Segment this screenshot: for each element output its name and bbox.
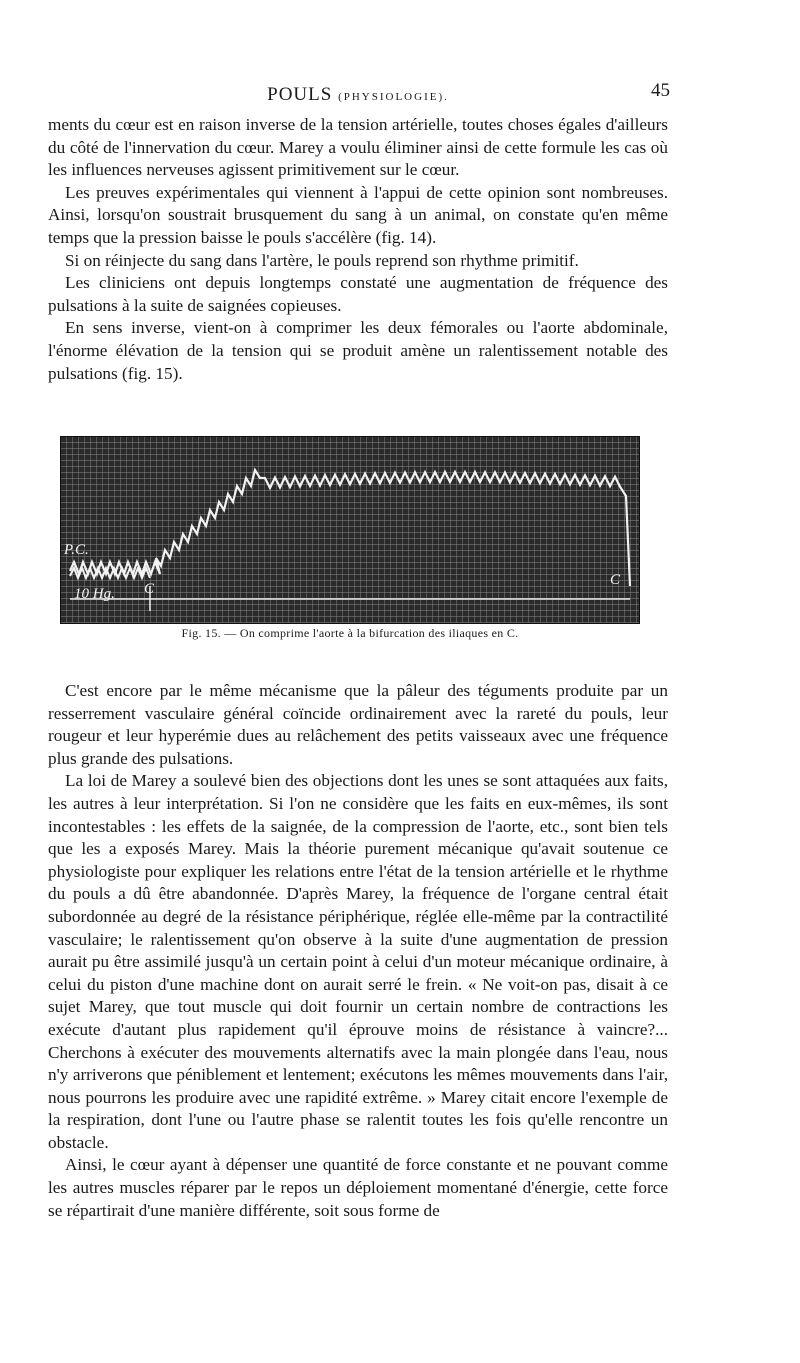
- paragraph: En sens inverse, vient-on à comprimer les deux fémorales ou l'aorte abdominale, l'énorme élévation de la tension qui se produit amène un ralentissement notable des pulsations (fig. 15).: [48, 318, 668, 383]
- paragraph: Si on réinjecte du sang dans l'artère, le pouls reprend son rhythme primitif.: [65, 250, 579, 270]
- top-text-block: [48, 114, 668, 385]
- running-head-title: POULS: [267, 84, 333, 105]
- caption-prefix: Fig. 15.: [181, 626, 221, 640]
- bottom-text-block: [48, 680, 668, 1222]
- page-header: [48, 80, 670, 110]
- figure-caption: [60, 626, 640, 641]
- label-c: C: [144, 581, 155, 597]
- caption-text: — On comprime l'aorte à la bifurcation des iliaques en C.: [224, 626, 519, 640]
- paragraph: C'est encore par le même mécanisme que la pâleur des téguments produite par un resserrement vasculaire général coïncide ordinairement avec la rareté du pouls, leur rougeur et leur hyperémie dues au relâchement des petits vaisseaux avec une fréquence plus grande des pulsations.: [48, 681, 668, 768]
- page-number: 45: [651, 80, 670, 101]
- running-head-subtitle: (PHYSIOLOGIE).: [338, 91, 449, 103]
- paragraph: Les preuves expérimentales qui viennent à l'appui de cette opinion sont nombreuses. Ainsi, lorsqu'on soustrait brusquement du sang à un animal, on constate qu'en même temps que la pression baisse le pouls s'accélère (fig. 14).: [48, 182, 668, 247]
- label-c-end: C: [610, 572, 621, 588]
- pulse-tracing-image: [60, 436, 640, 624]
- running-head: [48, 84, 668, 106]
- paragraph: La loi de Marey a soulevé bien des objections dont les unes se sont attaquées aux faits, les autres à leur interprétation. Si l'on ne considère que les faits en eux-mêmes, ils sont incontestables : les effets de la saignée, de la compression de l'aorte, etc., sont bien tels que les a exposés Marey. Mais la théorie purement mécanique qu'avait soutenue ce physiologiste pour expliquer les relations entre l'état de la tension artérielle et le rhythme du pouls a dû être abandonnée. D'après Marey, la fréquence de l'organe central était subordonnée au degré de la résistance périphérique, réglée elle-même par la contractilité vasculaire; le ralentissement qu'on observe à la suite d'une augmentation de pression aurait pu être assimilé jusqu'à un certain point à celui d'un moteur mécanique ordinaire, à celui du piston d'une machine dont on aurait serré le frein. « Ne voit-on pas, disait à ce sujet Marey, que tout muscle qui doit fournir un certain nombre de contractions les exécute d'autant plus rapidement qu'il éprouve moins de résistance à vaincre?... Cherchons à exécuter des mouvements alternatifs avec la main plongée dans l'eau, nous n'y arriverons que péniblement et lentement; exécutons les mêmes mouvements dans l'air, nous pourrons les produire avec une rapidité extrême. » Marey citait encore l'exemple de la respiration, dont l'une ou l'autre phase se ralentit toutes les fois qu'elle rencontre un obstacle.: [48, 771, 668, 1152]
- label-pc: P.C.: [64, 542, 89, 558]
- paragraph: Ainsi, le cœur ayant à dépenser une quantité de force constante et ne pouvant comme les autres muscles réparer par le repos un déploiement momentané d'énergie, cette force se répartirait d'une manière différente, soit sous forme de: [48, 1155, 668, 1220]
- paragraph: ments du cœur est en raison inverse de la tension artérielle, toutes choses égales d'ailleurs du côté de l'innervation du cœur. Marey a voulu éliminer ainsi de cette formule les cas où les influences nerveuses agissent primitivement sur le cœur.: [48, 115, 668, 180]
- paragraph: Les cliniciens ont depuis longtemps constaté une augmentation de fréquence des pulsations à la suite de saignées copieuses.: [48, 273, 668, 315]
- figure-15: [60, 436, 640, 624]
- label-hg: 10 Hg.: [74, 586, 115, 602]
